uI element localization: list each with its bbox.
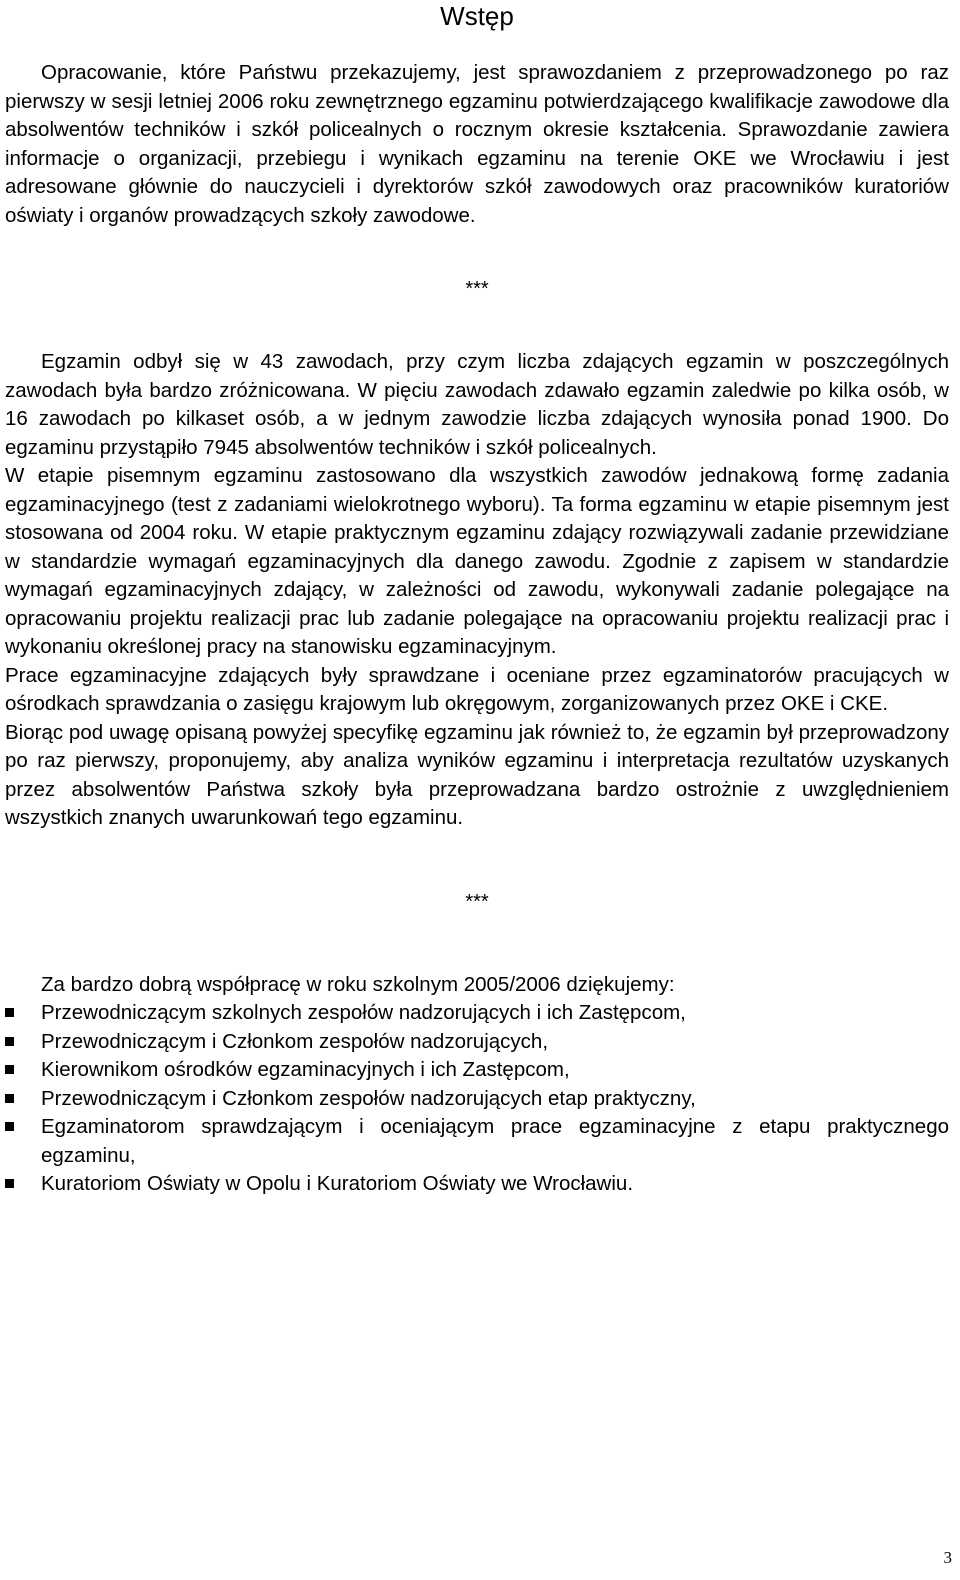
list-item-text: Przewodniczącym szkolnych zespołów nadzorujących i ich Zastępcom, xyxy=(41,1001,686,1024)
section-separator: *** xyxy=(465,890,489,913)
list-item xyxy=(5,1170,949,1199)
list-item xyxy=(5,1028,949,1057)
document-page xyxy=(5,0,949,1199)
body-paragraph: Prace egzaminacyjne zdających były sprawdzane i oceniane przez egzaminatorów pracujących w ośrodkach sprawdzania o zasięgu krajowym lub okręgowym, zorganizowanych przez OKE i CKE. xyxy=(5,663,949,715)
body-paragraph: Egzamin odbył się w 43 zawodach, przy czym liczba zdających egzamin w poszczególnych zawodach była bardzo zróżnicowana. W pięciu zawodach zdawało egzamin zaledwie po kilka osób, w 16 zawodach po kilkaset osób, a w jednym zawodzie liczba zdających wynosiła ponad 1900. Do egzaminu przystąpiło 7945 absolwentów techników i szkół policealnych. xyxy=(5,350,949,459)
list-item xyxy=(5,1113,949,1170)
section-separator: *** xyxy=(465,278,489,300)
list-item-text: Kierownikom ośrodków egzaminacyjnych i ich Zastępcom, xyxy=(41,1058,570,1081)
square-bullet-icon xyxy=(5,1065,14,1074)
square-bullet-icon xyxy=(5,1037,14,1046)
thanks-intro: Za bardzo dobrą współpracę w roku szkolnym 2005/2006 dziękujemy: xyxy=(41,972,675,996)
list-item xyxy=(5,999,949,1028)
list-item xyxy=(5,1085,949,1114)
list-item-text: Egzaminatorom sprawdzającym i oceniającym prace egzaminacyjne z etapu praktycznego egzaminu, xyxy=(41,1115,949,1167)
square-bullet-icon xyxy=(5,1179,14,1188)
body-paragraph: Biorąc pod uwagę opisaną powyżej specyfikę egzaminu jak również to, że egzamin był przeprowadzony po raz pierwszy, proponujemy, aby analiza wyników egzaminu i interpretacja rezultatów uzyskanych przez absolwentów Państwa szkoły była przeprowadzana bardzo ostrożnie z uwzględnieniem wszystkich znanych uwarunkowań tego egzaminu. xyxy=(5,720,949,829)
list-item-text: Przewodniczącym i Członkom zespołów nadzorujących, xyxy=(41,1029,549,1053)
square-bullet-icon xyxy=(5,1008,14,1017)
square-bullet-icon xyxy=(5,1122,14,1131)
thanks-list xyxy=(5,999,949,1199)
list-item xyxy=(5,1056,949,1085)
list-item-text: Kuratoriom Oświaty w Opolu i Kuratoriom Oświaty we Wrocławiu. xyxy=(41,1172,634,1195)
square-bullet-icon xyxy=(5,1094,14,1103)
list-item-text: Przewodniczącym i Członkom zespołów nadzorujących etap praktyczny, xyxy=(41,1086,696,1110)
page-number: 3 xyxy=(943,1548,952,1567)
page-title: Wstęp xyxy=(440,1,514,31)
intro-paragraph: Opracowanie, które Państwu przekazujemy, jest sprawozdaniem z przeprowadzonego po raz pierwszy w sesji letniej 2006 roku zewnętrznego egzaminu potwierdzającego kwalifikacje zawodowe dla absolwentów techników i szkół policealnych o rocznym okresie kształcenia. Sprawozdanie zawiera informacje o organizacji, przebiegu i wynikach egzaminu na terenie OKE we Wrocławiu i jest adresowane głównie do nauczycieli i dyrektorów szkół zawodowych oraz pracowników kuratoriów oświaty i organów prowadzących szkoły zawodowe. xyxy=(5,61,949,227)
body-paragraph: W etapie pisemnym egzaminu zastosowano dla wszystkich zawodów jednakową formę zadania egzaminacyjnego (test z zadaniami wielokrotnego wyboru). Ta forma egzaminu w etapie pisemnym jest stosowana od 2004 roku. W etapie praktycznym egzaminu zdający rozwiązywali zadanie przewidziane w standardzie wymagań egzaminacyjnych dla danego zawodu. Zgodnie z zapisem w standardzie wymagań egzaminacyjnych zdający, w zależności od zawodu, wykonywali zadanie polegające na opracowaniu projektu realizacji prac lub zadanie polegające na opracowaniu projektu realizacji prac i wykonaniu określonej pracy na stanowisku egzaminacyjnym. xyxy=(5,464,949,658)
